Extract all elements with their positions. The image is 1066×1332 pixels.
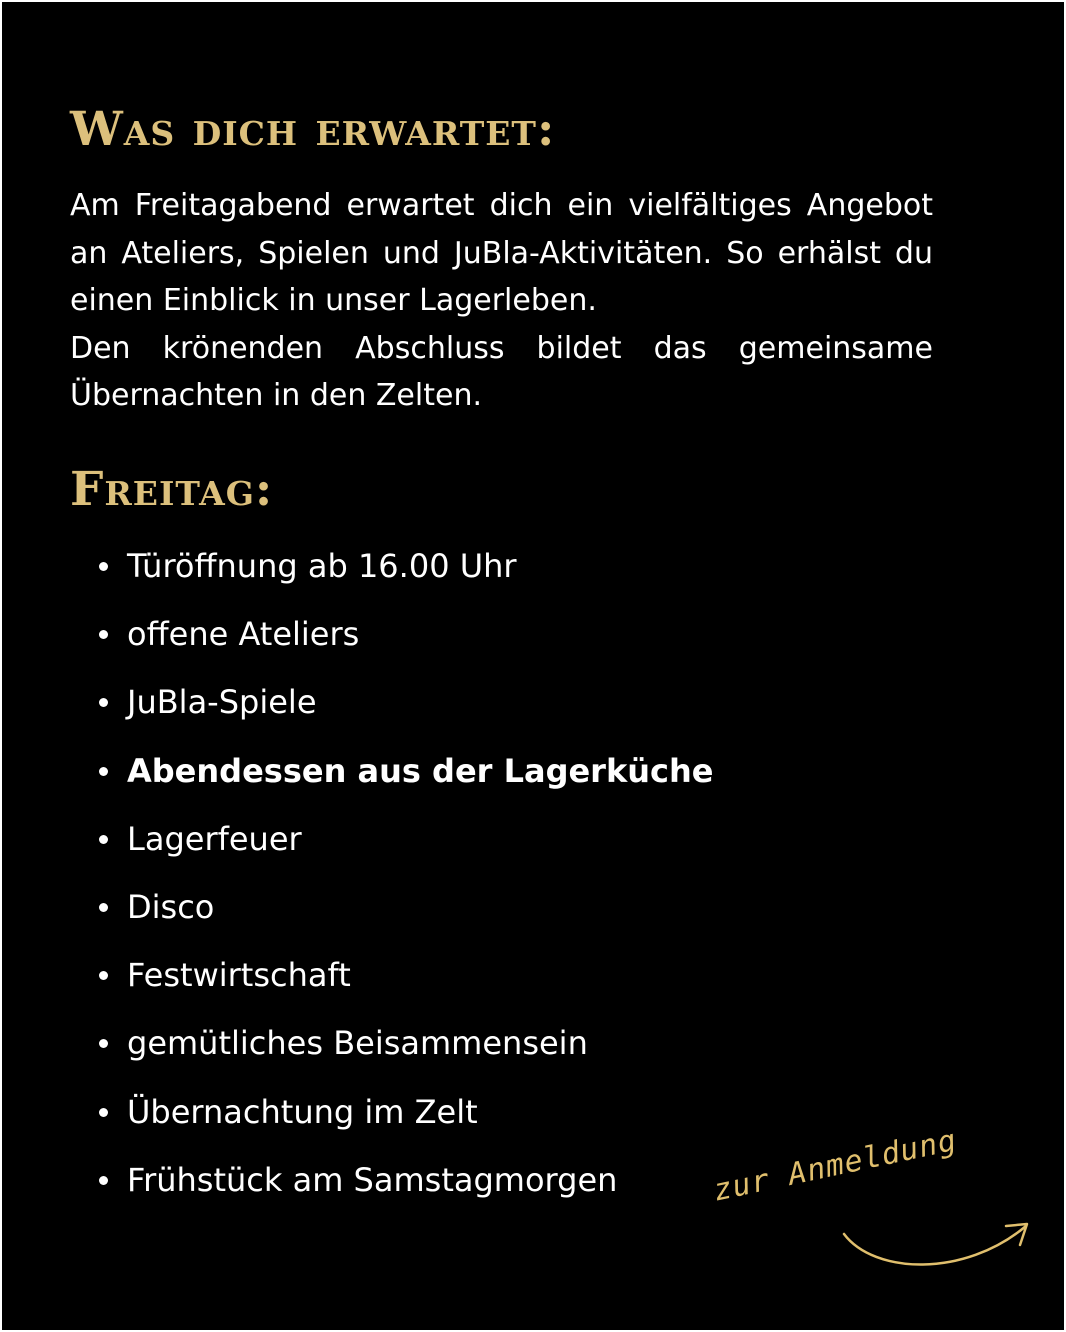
list-item bbox=[2, 881, 713, 949]
intro-paragraph: Am Freitagabend erwartet dich ein vielfältiges Angebot an Ateliers, Spielen und JuBla-Aktivitäten. So erhälst du einen Einblick in unser Lagerleben. bbox=[70, 188, 933, 318]
list-item bbox=[2, 676, 713, 744]
list-item bbox=[2, 1086, 713, 1154]
list-item bbox=[2, 1017, 713, 1085]
list-item bbox=[2, 949, 713, 1017]
list-item-text: Disco bbox=[127, 887, 215, 926]
bullet-icon bbox=[99, 835, 108, 844]
bullet-icon bbox=[99, 1039, 108, 1048]
bullet-icon bbox=[99, 971, 108, 980]
list-item bbox=[2, 745, 713, 813]
list-item-text: JuBla-Spiele bbox=[127, 683, 317, 722]
list-item bbox=[2, 813, 713, 881]
list-item-text: Festwirtschaft bbox=[127, 956, 351, 995]
bullet-icon bbox=[99, 562, 108, 571]
signup-label: zur Anmeldung bbox=[710, 1122, 961, 1209]
list-item bbox=[2, 1154, 713, 1222]
list-item-text: Frühstück am Samstagmorgen bbox=[127, 1160, 618, 1199]
bullet-icon bbox=[99, 1108, 108, 1117]
bullet-icon bbox=[99, 903, 108, 912]
bullet-icon bbox=[99, 1176, 108, 1185]
bullet-icon bbox=[99, 767, 108, 776]
list-item-text: gemütliches Beisammensein bbox=[127, 1024, 588, 1063]
section-title-friday: Freitag: bbox=[70, 462, 274, 517]
bullet-icon bbox=[99, 698, 108, 707]
list-item bbox=[2, 540, 713, 608]
list-item-text: Übernachtung im Zelt bbox=[127, 1092, 478, 1131]
bullet-icon bbox=[99, 630, 108, 639]
arrow-right-icon bbox=[834, 1212, 1034, 1278]
page bbox=[2, 2, 1064, 1330]
intro-text bbox=[70, 182, 933, 420]
list-item-text: Lagerfeuer bbox=[127, 819, 302, 858]
intro-paragraph: Den krönenden Abschluss bildet das gemeinsame Übernachten in den Zelten. bbox=[70, 330, 933, 413]
signup-link[interactable] bbox=[710, 1122, 1044, 1282]
program-list bbox=[2, 540, 713, 1222]
list-item-text: Türöffnung ab 16.00 Uhr bbox=[127, 547, 517, 585]
list-item-text: offene Ateliers bbox=[127, 615, 360, 654]
section-title-expectations: Was dich erwartet: bbox=[70, 102, 556, 157]
list-item bbox=[2, 608, 713, 676]
list-item-text: Abendessen aus der Lagerküche bbox=[127, 751, 714, 790]
